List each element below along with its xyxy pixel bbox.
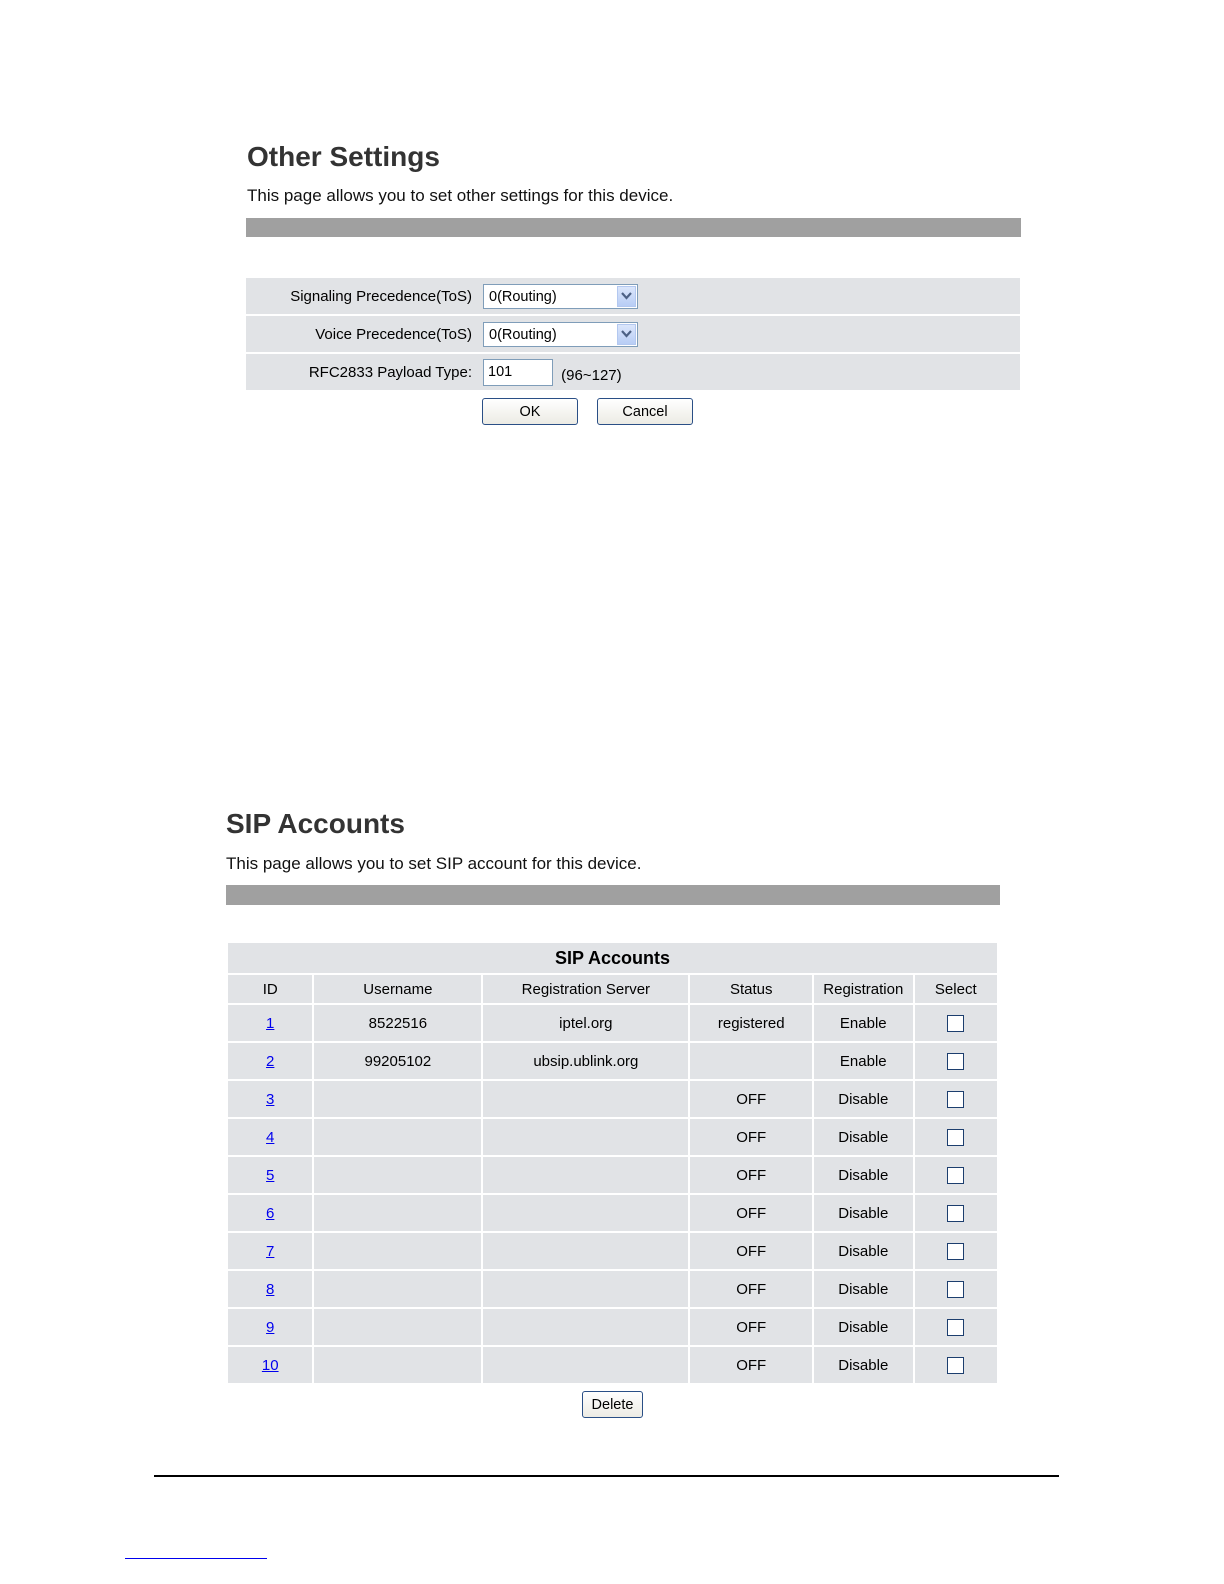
registration-cell-text: Disable — [838, 1280, 889, 1298]
registration-server-cell — [483, 1119, 688, 1155]
voice-precedence-select[interactable] — [483, 322, 638, 347]
select-cell — [915, 1005, 997, 1041]
select-cell — [915, 1157, 997, 1193]
account-id-link[interactable]: 6 — [266, 1204, 275, 1222]
account-id-link[interactable]: 7 — [266, 1242, 275, 1260]
other-settings-section-bar — [246, 218, 1021, 237]
account-id-link[interactable]: 1 — [266, 1014, 275, 1032]
payload-type-input[interactable] — [483, 359, 553, 386]
sip-accounts-description: This page allows you to set SIP account for this device. — [226, 854, 642, 873]
column-header: ID — [228, 975, 312, 1003]
voice-precedence-value: 0(Routing) — [489, 326, 557, 343]
registration-server-cell — [483, 1347, 688, 1383]
username-cell — [314, 1043, 481, 1079]
table-row — [228, 1271, 997, 1307]
account-id-cell — [228, 1157, 312, 1193]
status-cell — [690, 1119, 812, 1155]
chevron-down-icon[interactable] — [617, 286, 636, 307]
status-cell — [690, 1005, 812, 1041]
column-header: Username — [314, 975, 481, 1003]
other-settings-description: This page allows you to set other settings for this device. — [247, 186, 674, 205]
username-cell — [314, 1347, 481, 1383]
table-row — [228, 1195, 997, 1231]
select-cell — [915, 1195, 997, 1231]
account-id-cell — [228, 1043, 312, 1079]
status-cell-text: OFF — [736, 1090, 767, 1108]
username-cell-text: 99205102 — [364, 1052, 432, 1070]
signaling-precedence-select[interactable] — [483, 284, 638, 309]
table-caption: SIP Accounts — [228, 943, 997, 973]
registration-cell — [814, 1309, 913, 1345]
registration-cell — [814, 1043, 913, 1079]
account-id-link[interactable]: 3 — [266, 1090, 275, 1108]
account-id-link[interactable]: 10 — [261, 1356, 279, 1374]
select-checkbox[interactable] — [947, 1357, 964, 1374]
select-checkbox[interactable] — [947, 1243, 964, 1260]
registration-cell-text: Disable — [838, 1204, 889, 1222]
other-settings-title: Other Settings — [247, 141, 440, 172]
username-cell — [314, 1271, 481, 1307]
username-cell-text: 8522516 — [368, 1014, 428, 1032]
status-cell-text: OFF — [736, 1356, 767, 1374]
select-cell — [915, 1119, 997, 1155]
table-row — [228, 1157, 997, 1193]
account-id-link[interactable]: 8 — [266, 1280, 275, 1298]
username-cell — [314, 1309, 481, 1345]
table-row — [228, 1233, 997, 1269]
sip-accounts-section-bar — [226, 885, 1000, 905]
registration-cell-text: Disable — [838, 1242, 889, 1260]
sip-accounts-table — [226, 941, 999, 1385]
account-id-cell — [228, 1347, 312, 1383]
signaling-precedence-value: 0(Routing) — [489, 288, 557, 305]
status-cell — [690, 1157, 812, 1193]
column-header: Registration — [814, 975, 913, 1003]
registration-server-cell — [483, 1195, 688, 1231]
status-cell — [690, 1081, 812, 1117]
username-cell — [314, 1005, 481, 1041]
username-cell — [314, 1119, 481, 1155]
registration-cell — [814, 1195, 913, 1231]
registration-server-cell — [483, 1309, 688, 1345]
status-cell — [690, 1347, 812, 1383]
status-cell-text: OFF — [736, 1318, 767, 1336]
status-cell-text: OFF — [736, 1280, 767, 1298]
registration-cell — [814, 1271, 913, 1307]
account-id-cell — [228, 1081, 312, 1117]
account-id-cell — [228, 1195, 312, 1231]
select-checkbox[interactable] — [947, 1053, 964, 1070]
select-cell — [915, 1309, 997, 1345]
account-id-link[interactable]: 4 — [266, 1128, 275, 1146]
registration-cell — [814, 1005, 913, 1041]
select-cell — [915, 1347, 997, 1383]
ok-button[interactable]: OK — [482, 398, 578, 425]
registration-cell — [814, 1233, 913, 1269]
status-cell-text: registered — [717, 1014, 785, 1032]
chevron-down-icon[interactable] — [617, 324, 636, 345]
table-row — [228, 1309, 997, 1345]
delete-button[interactable]: Delete — [582, 1391, 643, 1418]
table-row — [228, 1119, 997, 1155]
select-cell — [915, 1233, 997, 1269]
select-checkbox[interactable] — [947, 1015, 964, 1032]
cancel-button[interactable]: Cancel — [597, 398, 693, 425]
footer-link-underline — [125, 1558, 267, 1559]
sip-accounts-title: SIP Accounts — [226, 808, 405, 839]
account-id-cell — [228, 1119, 312, 1155]
select-checkbox[interactable] — [947, 1205, 964, 1222]
select-checkbox[interactable] — [947, 1281, 964, 1298]
status-cell — [690, 1195, 812, 1231]
account-id-cell — [228, 1309, 312, 1345]
table-row — [228, 1043, 997, 1079]
registration-server-cell — [483, 1005, 688, 1041]
table-row — [228, 1081, 997, 1117]
table-row — [228, 1347, 997, 1383]
column-header: Status — [690, 975, 812, 1003]
registration-cell — [814, 1119, 913, 1155]
status-cell-text: OFF — [736, 1242, 767, 1260]
table-row — [228, 1005, 997, 1041]
account-id-cell — [228, 1233, 312, 1269]
username-cell — [314, 1195, 481, 1231]
account-id-cell — [228, 1005, 312, 1041]
registration-cell — [814, 1157, 913, 1193]
registration-cell-text: Enable — [839, 1052, 887, 1070]
column-header: Registration Server — [483, 975, 688, 1003]
registration-server-cell — [483, 1081, 688, 1117]
payload-type-label: RFC2833 Payload Type: — [246, 354, 478, 390]
registration-server-cell-text: ubsip.ublink.org — [533, 1052, 639, 1070]
registration-server-cell — [483, 1157, 688, 1193]
registration-cell-text: Disable — [838, 1128, 889, 1146]
registration-cell-text: Disable — [838, 1318, 889, 1336]
status-cell — [690, 1309, 812, 1345]
registration-cell-text: Disable — [838, 1090, 889, 1108]
registration-cell — [814, 1081, 913, 1117]
voice-precedence-row — [246, 316, 1020, 352]
registration-server-cell — [483, 1233, 688, 1269]
registration-cell-text: Disable — [838, 1356, 889, 1374]
select-cell — [915, 1271, 997, 1307]
username-cell — [314, 1081, 481, 1117]
registration-server-cell — [483, 1271, 688, 1307]
select-cell — [915, 1043, 997, 1079]
status-cell — [690, 1271, 812, 1307]
registration-cell-text: Disable — [838, 1166, 889, 1184]
registration-server-cell — [483, 1043, 688, 1079]
registration-cell — [814, 1347, 913, 1383]
select-checkbox[interactable] — [947, 1091, 964, 1108]
account-id-link[interactable]: 2 — [266, 1052, 275, 1070]
status-cell — [690, 1233, 812, 1269]
other-settings-form — [246, 276, 1020, 392]
account-id-cell — [228, 1271, 312, 1307]
status-cell-text: OFF — [736, 1166, 767, 1184]
registration-server-cell-text: iptel.org — [559, 1014, 613, 1032]
username-cell — [314, 1157, 481, 1193]
select-checkbox[interactable] — [947, 1167, 964, 1184]
account-id-link[interactable]: 5 — [266, 1166, 275, 1184]
username-cell — [314, 1233, 481, 1269]
voice-precedence-label: Voice Precedence(ToS) — [246, 316, 478, 352]
select-checkbox[interactable] — [947, 1319, 964, 1336]
account-id-link[interactable]: 9 — [266, 1318, 275, 1336]
select-checkbox[interactable] — [947, 1129, 964, 1146]
table-header-row — [228, 975, 997, 1003]
column-header: Select — [915, 975, 997, 1003]
payload-type-range-hint: (96~127) — [561, 366, 622, 384]
status-cell-text: OFF — [736, 1128, 767, 1146]
signaling-precedence-row — [246, 278, 1020, 314]
status-cell-text: OFF — [736, 1204, 767, 1222]
registration-cell-text: Enable — [839, 1014, 887, 1032]
signaling-precedence-label: Signaling Precedence(ToS) — [246, 278, 478, 314]
status-cell — [690, 1043, 812, 1079]
payload-type-row — [246, 354, 1020, 390]
footer-divider — [154, 1475, 1059, 1477]
select-cell — [915, 1081, 997, 1117]
